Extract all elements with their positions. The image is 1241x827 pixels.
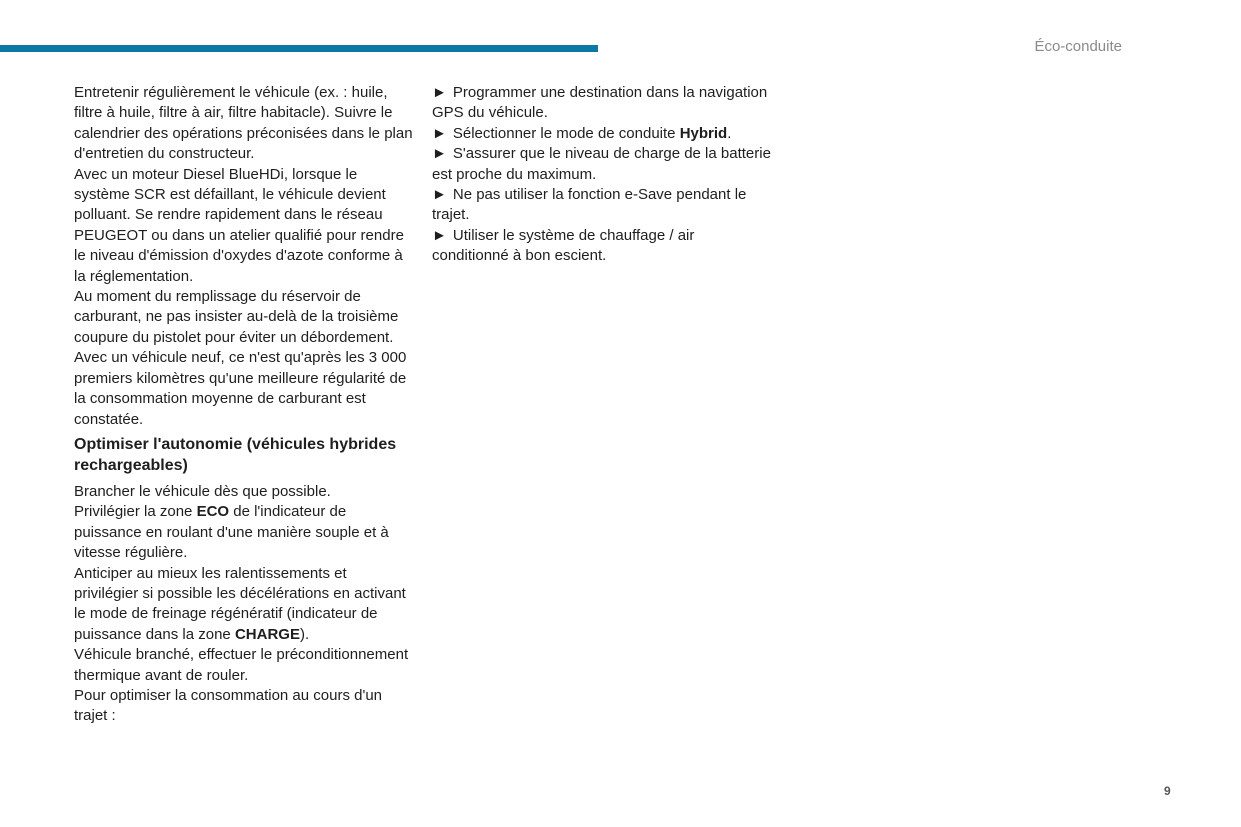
bullet-esave <box>432 185 772 226</box>
eco-text-after: de l'indicateur de puissance en roulant d'une manière souple et à vitesse régulière. <box>74 503 389 562</box>
bullet-text: Utiliser le système de chauffage / air conditionné à bon escient. <box>432 226 695 265</box>
regenerative-braking-paragraph <box>74 564 414 646</box>
bullet-arrow-icon: ► <box>432 186 447 204</box>
bullet-heating <box>432 226 772 267</box>
charge-text-before: Anticiper au mieux les ralentissements et privilégier si possible les décélérations en activant le mode de freinage régénératif (indicateur de puissance dans la zone <box>74 564 406 643</box>
left-column <box>74 83 414 727</box>
eco-zone-paragraph <box>74 502 414 563</box>
bullet-text: S'assurer que le niveau de charge de la batterie est proche du maximum. <box>432 145 771 183</box>
charge-keyword: CHARGE <box>234 625 300 643</box>
header-accent-bar <box>0 45 598 52</box>
refuel-paragraph: Au moment du remplissage du réservoir de carburant, ne pas insister au-delà de la troisième coupure du pistolet pour éviter un débordement. <box>74 288 399 346</box>
bullet-arrow-icon: ► <box>432 124 447 142</box>
page-number: 9 <box>1164 784 1171 798</box>
new-vehicle-paragraph: Avec un véhicule neuf, ce n'est qu'après les 3 000 premiers kilomètres qu'une meilleure régularité de la consommation moyenne de carburant est constatée. <box>74 349 407 428</box>
section-title: Éco-conduite <box>1034 38 1122 55</box>
right-column <box>432 83 772 267</box>
bullet-arrow-icon: ► <box>432 84 447 101</box>
bullet-battery-charge <box>432 144 772 185</box>
bullet-arrow-icon: ► <box>432 145 447 163</box>
eco-text-before: Privilégier la zone <box>74 503 197 521</box>
bullet-text: Ne pas utiliser la fonction e-Save pendant le trajet. <box>432 186 747 224</box>
charge-text-after: ). <box>299 625 310 643</box>
bullet-text-before: Sélectionner le mode de conduite <box>452 124 680 142</box>
eco-keyword: ECO <box>196 503 230 521</box>
bullet-text: Programmer une destination dans la navigation GPS du véhicule. <box>432 84 768 122</box>
preconditioning-paragraph: Véhicule branché, effectuer le préconditionnement thermique avant de rouler. <box>74 646 409 684</box>
bullet-arrow-icon: ► <box>432 226 447 244</box>
hybrid-keyword: Hybrid <box>679 124 728 142</box>
bullet-gps <box>432 83 772 124</box>
bullet-text-after: . <box>727 124 732 142</box>
plug-in-paragraph: Brancher le véhicule dès que possible. <box>74 482 331 500</box>
trip-intro-paragraph: Pour optimiser la consommation au cours d'un trajet : <box>74 686 383 725</box>
autonomy-heading: Optimiser l'autonomie (véhicules hybrides rechargeables) <box>74 435 397 474</box>
bullet-hybrid-mode <box>432 124 772 144</box>
maintenance-paragraph: Entretenir régulièrement le véhicule (ex. : huile, filtre à huile, filtre à air, filtre habitacle). Suivre le calendrier des opérations préconisées dans le plan d'entretien du constructeur. <box>74 84 413 163</box>
bluehdi-paragraph: Avec un moteur Diesel BlueHDi, lorsque le système SCR est défaillant, le véhicule devient polluant. Se rendre rapidement dans le réseau PEUGEOT ou dans un atelier qualifié pour rendre le niveau d'émission d'oxydes d'azote conforme à la réglementation. <box>74 165 404 285</box>
